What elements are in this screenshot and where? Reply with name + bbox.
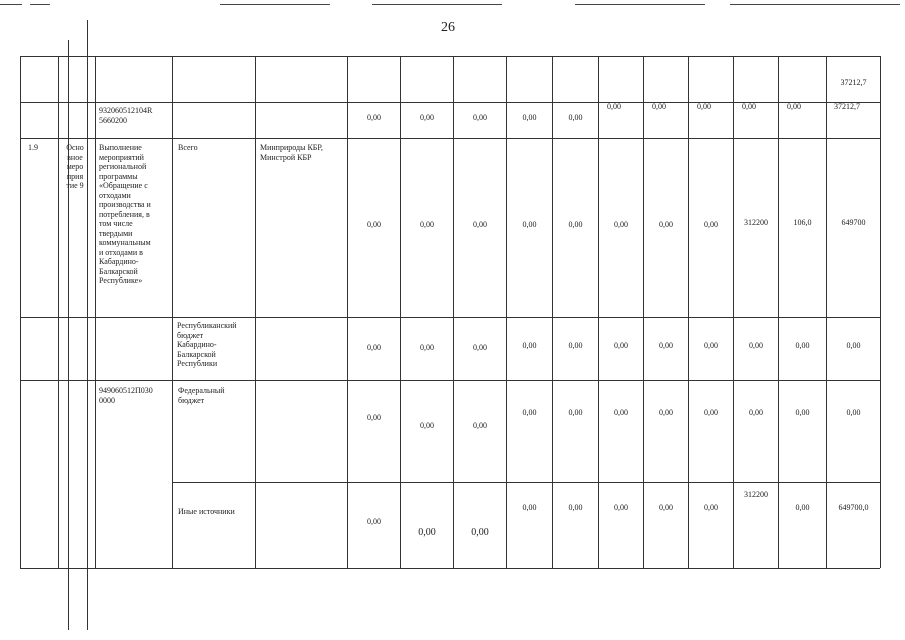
scan-mark [30, 4, 50, 5]
table-cell-value: 0,00 [568, 341, 583, 350]
scan-mark [220, 4, 330, 5]
table-cell-value: 0,00 [795, 503, 810, 512]
table-cell-value: 0,00 [420, 220, 434, 229]
table-cell-value: 0,00 [607, 102, 621, 111]
table-cell-value: 0,00 [614, 408, 628, 417]
table-border-bottom [20, 568, 880, 569]
table-cell-code: 932060512104R 5660200 [99, 106, 153, 125]
table-cell-code: 949060512П030 0000 [99, 386, 153, 405]
table-col-divider [826, 56, 827, 568]
scan-margin-line [68, 40, 69, 630]
table-cell-value: 0,00 [471, 527, 489, 538]
table-row-divider [20, 317, 880, 318]
table-cell-value: 0,00 [420, 113, 434, 122]
table-cell-value: 0,00 [704, 220, 718, 229]
table-col-divider [778, 56, 779, 568]
table-cell-value: 0,00 [473, 343, 487, 352]
table-cell-value: 0,00 [704, 408, 718, 417]
table-col-divider [598, 56, 599, 568]
table-cell-value: 0,00 [522, 408, 537, 417]
table-cell-value: 0,00 [568, 113, 583, 122]
table-cell-total: 0,00 [846, 341, 861, 350]
table-cell-value: 0,00 [742, 102, 756, 111]
table-cell-value: 0,00 [614, 341, 628, 350]
table-cell-value: 0,00 [659, 408, 673, 417]
table-cell-value: 0,00 [522, 341, 537, 350]
table-cell-total: 649700,0 [838, 503, 869, 512]
table-cell-value: 0,00 [367, 343, 381, 352]
table-cell-total: 649700 [841, 218, 866, 227]
table-col-divider [20, 56, 21, 568]
table-cell-value: 0,00 [418, 527, 436, 538]
table-col-divider [347, 56, 348, 568]
table-cell-value: 0,00 [367, 413, 381, 422]
table-cell-value: 0,00 [522, 113, 537, 122]
table-cell-value: 0,00 [522, 220, 537, 229]
table-row-divider [20, 138, 880, 139]
table-cell-executor: Минприроды КБР, Минстрой КБР [260, 143, 323, 162]
table-cell-value: 0,00 [522, 503, 537, 512]
scan-mark [730, 4, 900, 5]
table-cell-value: 312200 [744, 218, 768, 227]
table-col-divider [643, 56, 644, 568]
table-row-divider [172, 482, 880, 483]
table-cell-source: Всего [178, 143, 198, 152]
table-cell-value: 0,00 [652, 102, 666, 111]
table-cell-total: 0,00 [846, 408, 861, 417]
table-cell-value: 0,00 [697, 102, 711, 111]
table-cell-total: 37212,7 [834, 102, 860, 111]
table-cell-value: 0,00 [659, 503, 673, 512]
table-cell-value: 0,00 [704, 341, 718, 350]
table-cell-value: 0,00 [568, 408, 583, 417]
table-cell-value: 0,00 [420, 343, 434, 352]
table-cell-value: 0,00 [795, 408, 810, 417]
scan-mark [575, 4, 705, 5]
table-cell-value: 0,00 [749, 341, 763, 350]
table-col-divider [87, 20, 88, 630]
table-col-divider [453, 56, 454, 568]
table-border-top [20, 56, 880, 57]
table-cell-value: 0,00 [614, 503, 628, 512]
table-cell-value: 0,00 [420, 421, 434, 430]
table-cell-value: 0,00 [795, 341, 810, 350]
table-cell-value: 0,00 [473, 220, 487, 229]
table-col-divider [688, 56, 689, 568]
table-cell-source: Республиканский бюджет Кабардино- Балкарской Республики [177, 321, 237, 368]
table-cell-name: Выполнение мероприятий региональной программы «Обращение с отходами производства и потребления, в том числе твердыми коммунальным и отходами в Кабардино- Балкарской Республике» [99, 143, 151, 285]
table-col-divider [552, 56, 553, 568]
table-cell-value: 312200 [744, 490, 768, 499]
table-cell-value: 0,00 [749, 408, 763, 417]
table-col-divider [255, 56, 256, 568]
table-col-divider [506, 56, 507, 568]
table-col-divider [58, 56, 59, 568]
table-cell-value: 0,00 [568, 503, 583, 512]
table-cell-number: 1.9 [28, 143, 38, 152]
page-number: 26 [441, 20, 455, 35]
table-cell-value: 0,00 [614, 220, 628, 229]
table-col-divider [400, 56, 401, 568]
table-cell-value: 0,00 [704, 503, 718, 512]
table-row-divider [20, 380, 880, 381]
table-cell-value: 0,00 [473, 421, 487, 430]
table-cell-source: Иные источники [178, 507, 235, 516]
table-cell-total: 37212,7 [840, 78, 867, 87]
table-border-right [880, 56, 881, 568]
table-cell-value: 0,00 [787, 102, 801, 111]
table-cell-value: 0,00 [473, 113, 487, 122]
table-cell-value: 0,00 [659, 341, 673, 350]
table-col-divider [95, 56, 96, 568]
table-cell-value: 0,00 [367, 517, 381, 526]
table-cell-value: 0,00 [367, 113, 381, 122]
scan-mark [372, 4, 502, 5]
table-cell-source: Федеральный бюджет [178, 386, 225, 405]
table-cell-value: 106,0 [793, 218, 812, 227]
table-cell-value: 0,00 [367, 220, 381, 229]
table-col-divider [172, 56, 173, 568]
table-cell-type: Осно вное меро прия тие 9 [66, 143, 84, 190]
table-cell-value: 0,00 [659, 220, 673, 229]
scan-mark [0, 4, 22, 5]
table-cell-value: 0,00 [568, 220, 583, 229]
